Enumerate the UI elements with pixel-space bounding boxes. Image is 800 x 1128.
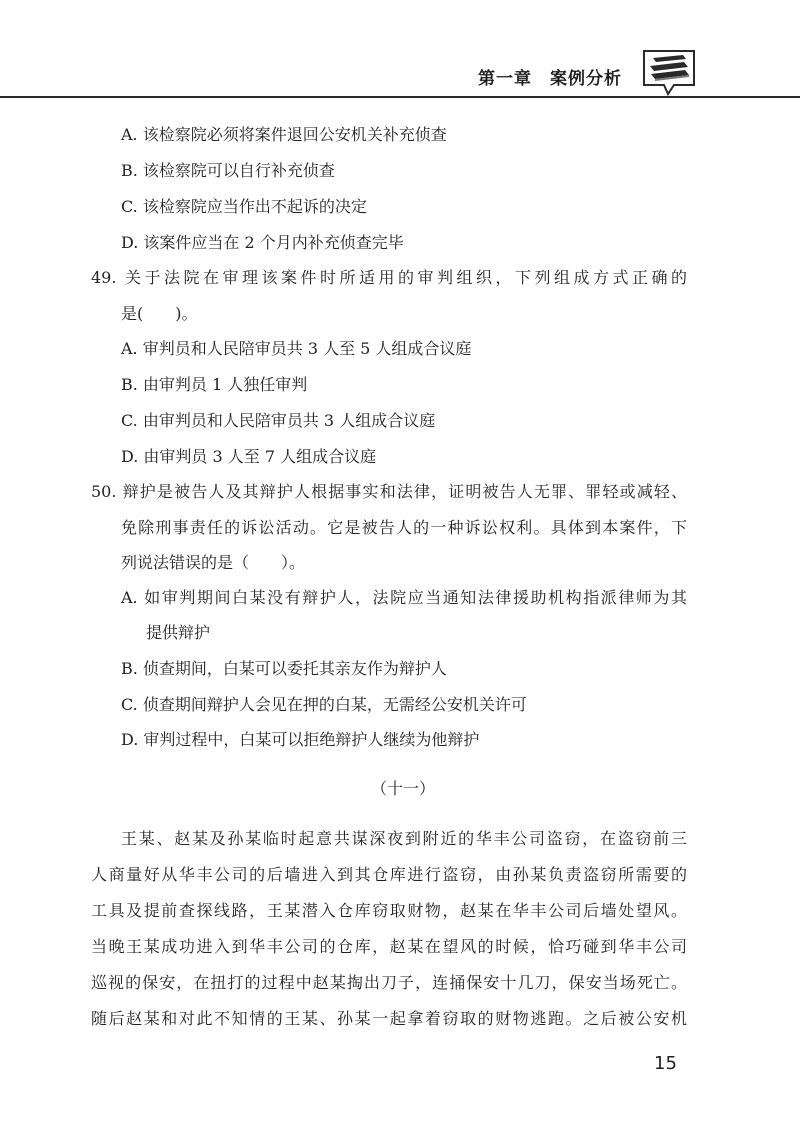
case-11-line-6: 随后赵某和对此不知情的王某、孙某一起拿着窃取的财物逃跑。之后被公安机 [91,1009,687,1028]
case-11-heading: （十一） [370,779,435,798]
q50-option-a: A. 如审判期间白某没有辩护人，法院应当通知法律援助机构指派律师为其 [121,588,687,607]
q50-option-b: B. 侦查期间，白某可以委托其亲友作为辩护人 [121,659,447,678]
q49-stem-line-2: 是( )。 [121,304,198,323]
q49-stem-line-1: 49. 关于法院在审理该案件时所适用的审判组织，下列组成方式正确的 [91,268,687,287]
q48-option-d: D. 该案件应当在 2 个月内补充侦查完毕 [121,233,404,252]
q49-option-a: A. 审判员和人民陪审员共 3 人至 5 人组成合议庭 [121,339,472,358]
case-11-line-4: 当晚王某成功进入到华丰公司的仓库，赵某在望风的时候，恰巧碰到华丰公司 [91,937,687,956]
header-rule [0,96,800,98]
q48-option-b: B. 该检察院可以自行补充侦查 [121,161,335,180]
case-11-line-1: 王某、赵某及孙某临时起意共谋深夜到附近的华丰公司盗窃，在盗窃前三 [121,829,687,848]
q50-option-d: D. 审判过程中，白某可以拒绝辩护人继续为他辩护 [121,730,480,749]
q49-option-c: C. 由审判员和人民陪审员共 3 人组成合议庭 [121,411,436,430]
case-11-line-5: 巡视的保安，在扭打的过程中赵某掏出刀子，连捅保安十几刀，保安当场死亡。 [91,973,687,992]
q49-option-d: D. 由审判员 3 人至 7 人组成合议庭 [121,447,377,466]
q48-option-a: A. 该检察院必须将案件退回公安机关补充侦查 [121,125,447,144]
q50-option-a-cont: 提供辩护 [146,623,211,642]
book-stack-icon [641,48,697,98]
q50-option-c: C. 侦查期间辩护人会见在押的白某，无需经公安机关许可 [121,695,527,714]
page-number: 15 [654,1053,677,1074]
q50-stem-line-2: 免除刑事责任的诉讼活动。它是被告人的一种诉讼权利。具体到本案件，下 [121,518,687,537]
case-11-line-3: 工具及提前查探线路，王某潜入仓库窃取财物，赵某在华丰公司后墙处望风。 [91,901,687,920]
chapter-title: 第一章 案例分析 [478,69,622,89]
q50-stem-line-3: 列说法错误的是（ ）。 [121,553,306,572]
case-11-line-2: 人商量好从华丰公司的后墙进入到其仓库进行盗窃，由孙某负责盗窃所需要的 [91,865,687,884]
q50-stem-line-1: 50. 辩护是被告人及其辩护人根据事实和法律，证明被告人无罪、罪轻或减轻、 [91,482,687,501]
q49-option-b: B. 由审判员 1 人独任审判 [121,375,308,394]
q48-option-c: C. 该检察院应当作出不起诉的决定 [121,197,367,216]
